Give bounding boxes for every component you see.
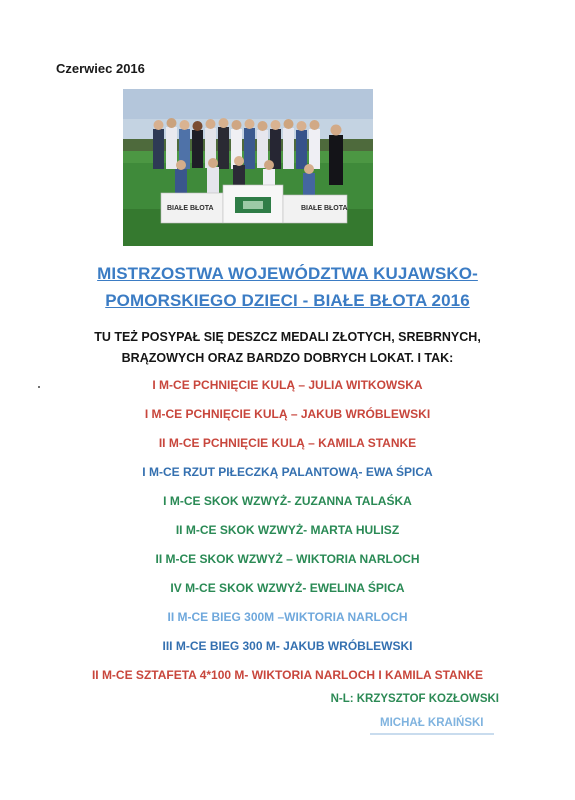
result-item: I M-CE PCHNIĘCIE KULĄ – JAKUB WRÓBLEWSKI	[144, 407, 431, 421]
second-coach-signature: MICHAŁ KRAIŃSKI	[370, 715, 494, 735]
intro-line-2: BRĄZOWYCH ORAZ BARDZO DOBRYCH LOKAT. I TAK:	[121, 351, 454, 365]
intro-line-1: TU TEŻ POSYPAŁ SIĘ DESZCZ MEDALI ZŁOTYCH, SREBRNYCH,	[94, 330, 481, 344]
team-photo-illustration	[123, 89, 373, 246]
result-item: II M-CE SZTAFETA 4*100 M- WIKTORIA NARLOCH I KAMILA STANKE	[91, 668, 484, 682]
intro-text	[0, 327, 575, 369]
title-line-1: MISTRZOSTWA WOJEWÓDZTWA KUJAWSKO-	[97, 264, 478, 283]
title-line-2: POMORSKIEGO DZIECI - BIAŁE BŁOTA 2016	[105, 291, 470, 310]
result-item: III M-CE BIEG 300 M- JAKUB WRÓBLEWSKI	[162, 639, 413, 653]
results-list	[0, 374, 575, 693]
podium-text-left: BIAŁE BŁOTA	[167, 205, 214, 212]
podium-text-right: BIAŁE BŁOTA	[301, 205, 348, 212]
result-item: IV M-CE SKOK WZWYŻ- EWELINA ŚPICA	[170, 581, 405, 595]
coach-signature: N-L: KRZYSZTOF KOZŁOWSKI	[330, 693, 499, 705]
result-item: II M-CE PCHNIĘCIE KULĄ – KAMILA STANKE	[158, 436, 417, 450]
result-item: I M-CE RZUT PIŁECZKĄ PALANTOWĄ- EWA ŚPICA	[142, 465, 433, 479]
result-item: II M-CE BIEG 300M –WIKTORIA NARLOCH	[167, 610, 408, 624]
result-item: I M-CE PCHNIĘCIE KULĄ – JULIA WITKOWSKA	[152, 378, 423, 392]
date-label: Czerwiec 2016	[56, 61, 145, 76]
team-photo	[123, 89, 373, 246]
result-item: II M-CE SKOK WZWYŻ – WIKTORIA NARLOCH	[155, 552, 420, 566]
page-title	[0, 260, 575, 314]
result-item: II M-CE SKOK WZWYŻ- MARTA HULISZ	[175, 523, 400, 537]
result-item: I M-CE SKOK WZWYŻ- ZUZANNA TALAŚKA	[163, 494, 412, 508]
